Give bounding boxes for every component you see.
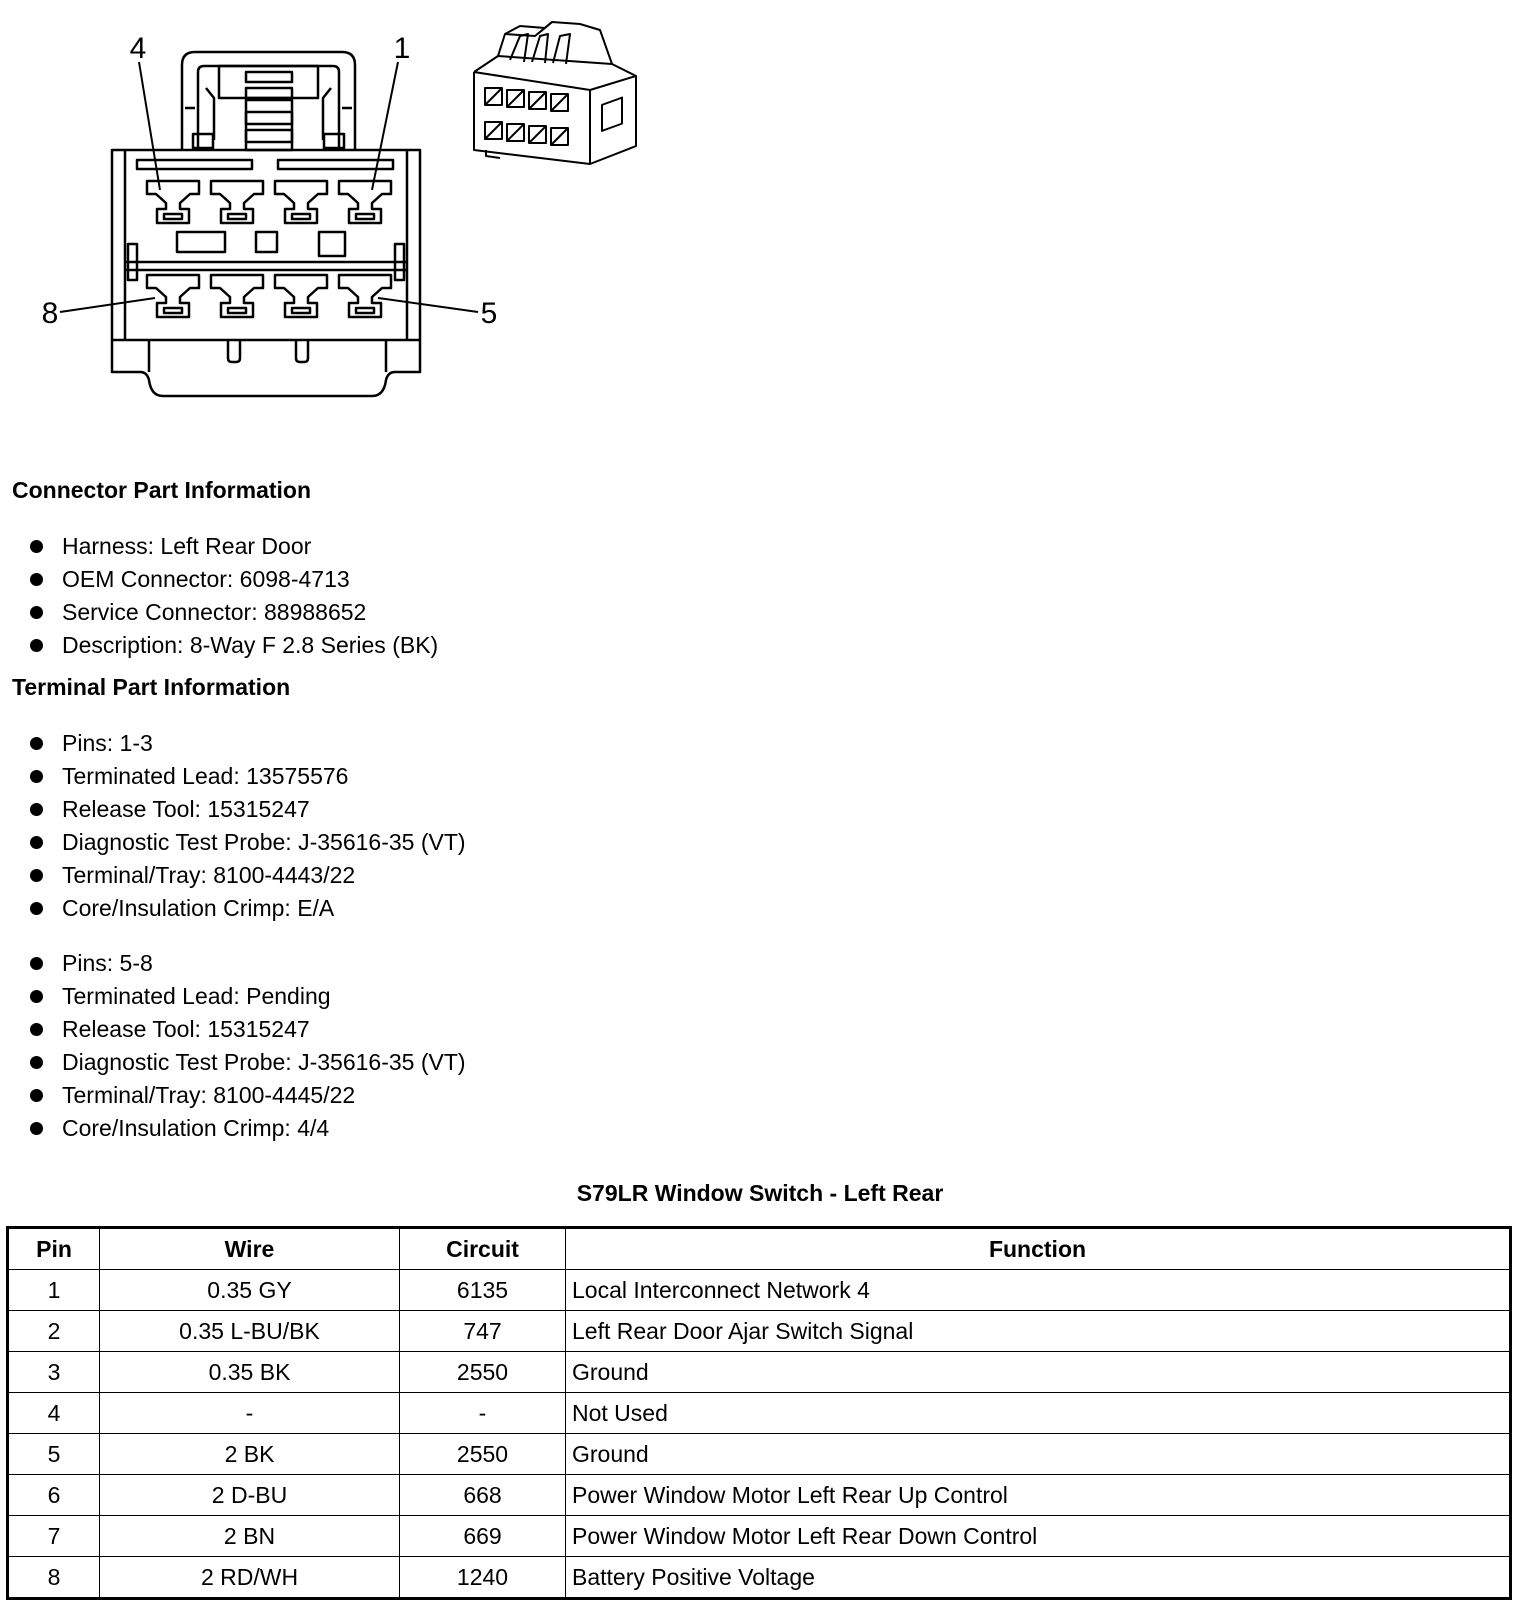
wire-cell: 2 D-BU	[100, 1475, 400, 1516]
circuit-cell: 668	[400, 1475, 566, 1516]
table-row	[8, 1311, 1511, 1352]
table-row	[8, 1516, 1511, 1557]
pin-callout-5: 5	[480, 297, 498, 330]
list-item: Terminated Lead: 13575576	[30, 760, 466, 793]
pin-cell: 2	[8, 1311, 100, 1352]
column-header-circuit: Circuit	[400, 1228, 566, 1270]
bullet-icon	[30, 957, 43, 970]
function-cell: Ground	[566, 1352, 1511, 1393]
terminal-part-info-list-pins-1-3	[30, 727, 466, 925]
wire-cell: -	[100, 1393, 400, 1434]
circuit-cell: 747	[400, 1311, 566, 1352]
column-header-function: Function	[566, 1228, 1511, 1270]
circuit-cell: -	[400, 1393, 566, 1434]
pin-callout-4: 4	[129, 32, 147, 65]
function-cell: Battery Positive Voltage	[566, 1557, 1511, 1599]
bullet-icon	[30, 737, 43, 750]
list-item: Diagnostic Test Probe: J-35616-35 (VT)	[30, 826, 466, 859]
list-item: Harness: Left Rear Door	[30, 530, 438, 563]
list-item: Core/Insulation Crimp: E/A	[30, 892, 466, 925]
list-item: Description: 8-Way F 2.8 Series (BK)	[30, 629, 438, 662]
list-item: Terminal/Tray: 8100-4443/22	[30, 859, 466, 892]
function-cell: Not Used	[566, 1393, 1511, 1434]
bullet-icon	[30, 902, 43, 915]
pin-cell: 7	[8, 1516, 100, 1557]
list-item: Release Tool: 15315247	[30, 1013, 466, 1046]
terminal-part-info-heading: Terminal Part Information	[12, 674, 291, 700]
list-item: Terminal/Tray: 8100-4445/22	[30, 1079, 466, 1112]
wire-cell: 0.35 BK	[100, 1352, 400, 1393]
table-row	[8, 1557, 1511, 1599]
connector-diagram	[0, 0, 660, 430]
table-row	[8, 1352, 1511, 1393]
list-item: Service Connector: 88988652	[30, 596, 438, 629]
function-cell: Power Window Motor Left Rear Up Control	[566, 1475, 1511, 1516]
function-cell: Left Rear Door Ajar Switch Signal	[566, 1311, 1511, 1352]
function-cell: Local Interconnect Network 4	[566, 1270, 1511, 1311]
pin-callout-1: 1	[393, 32, 411, 65]
connector-latch	[182, 52, 355, 150]
terminal-part-info-list-pins-5-8	[30, 947, 466, 1145]
bullet-icon	[30, 573, 43, 586]
connector-part-info-heading: Connector Part Information	[12, 477, 312, 503]
pin-cell: 4	[8, 1393, 100, 1434]
circuit-cell: 1240	[400, 1557, 566, 1599]
circuit-cell: 2550	[400, 1352, 566, 1393]
circuit-cell: 6135	[400, 1270, 566, 1311]
bullet-icon	[30, 639, 43, 652]
bullet-icon	[30, 606, 43, 619]
table-title: S79LR Window Switch - Left Rear	[576, 1180, 944, 1206]
pin-cell: 1	[8, 1270, 100, 1311]
pin-cell: 8	[8, 1557, 100, 1599]
circuit-cell: 669	[400, 1516, 566, 1557]
bullet-icon	[30, 803, 43, 816]
list-item: Pins: 1-3	[30, 727, 466, 760]
table-row	[8, 1434, 1511, 1475]
wire-cell: 2 BK	[100, 1434, 400, 1475]
pinout-table	[6, 1226, 1512, 1600]
column-header-pin: Pin	[8, 1228, 100, 1270]
bullet-icon	[30, 1056, 43, 1069]
connector-part-info-list	[30, 530, 438, 662]
pin-callout-8: 8	[41, 297, 59, 330]
wire-cell: 2 RD/WH	[100, 1557, 400, 1599]
bullet-icon	[30, 836, 43, 849]
wire-cell: 0.35 L-BU/BK	[100, 1311, 400, 1352]
function-cell: Ground	[566, 1434, 1511, 1475]
list-item: OEM Connector: 6098-4713	[30, 563, 438, 596]
bullet-icon	[30, 540, 43, 553]
wire-cell: 0.35 GY	[100, 1270, 400, 1311]
table-row	[8, 1270, 1511, 1311]
list-item: Release Tool: 15315247	[30, 793, 466, 826]
pin-cell: 6	[8, 1475, 100, 1516]
list-item: Diagnostic Test Probe: J-35616-35 (VT)	[30, 1046, 466, 1079]
table-row	[8, 1393, 1511, 1434]
bullet-icon	[30, 770, 43, 783]
table-header-row	[8, 1228, 1511, 1270]
function-cell: Power Window Motor Left Rear Down Control	[566, 1516, 1511, 1557]
bullet-icon	[30, 990, 43, 1003]
list-item: Terminated Lead: Pending	[30, 980, 466, 1013]
connector-housing	[112, 150, 420, 396]
connector-isometric-view	[474, 22, 636, 164]
pin-cell: 5	[8, 1434, 100, 1475]
wire-cell: 2 BN	[100, 1516, 400, 1557]
pin-cell: 3	[8, 1352, 100, 1393]
pin-cavities	[147, 181, 391, 317]
circuit-cell: 2550	[400, 1434, 566, 1475]
list-item: Core/Insulation Crimp: 4/4	[30, 1112, 466, 1145]
bullet-icon	[30, 1023, 43, 1036]
bullet-icon	[30, 1122, 43, 1135]
bullet-icon	[30, 1089, 43, 1102]
table-row	[8, 1475, 1511, 1516]
column-header-wire: Wire	[100, 1228, 400, 1270]
bullet-icon	[30, 869, 43, 882]
list-item: Pins: 5-8	[30, 947, 466, 980]
